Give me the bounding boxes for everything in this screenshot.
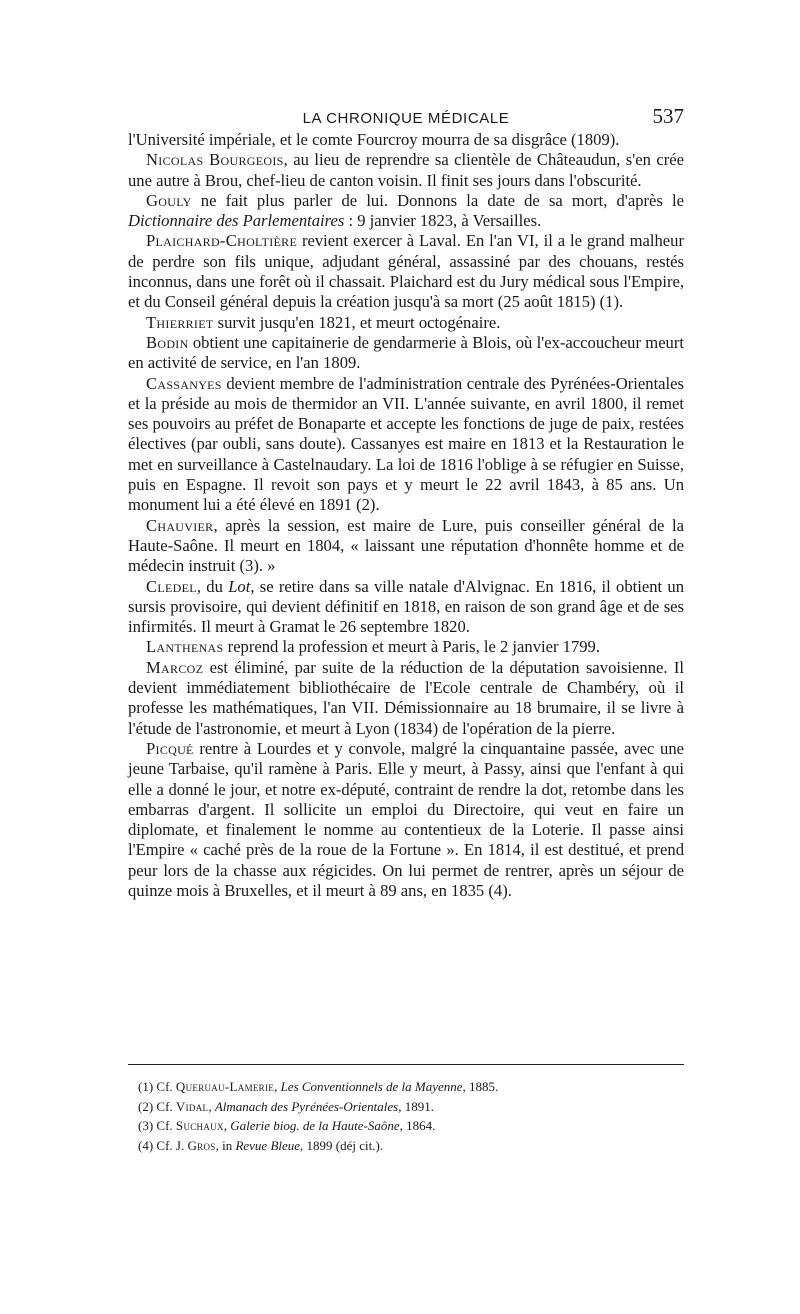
page-number: 537 xyxy=(652,104,684,128)
footnote: (1) Cf. Queruau-Lamerie, Les Conventionnels de la Mayenne, 1885. xyxy=(138,1079,499,1094)
person-name: Nicolas Bourgeois xyxy=(146,150,284,170)
paragraph-thierriet: Thierriet survit jusqu'en 1821, et meurt octogénaire. xyxy=(146,312,501,332)
paragraph-plaichard: Plaichard-Choltière revient exercer à Laval. En l'an VI, il a le grand malheur de perdre son fils unique, adjudant général, assassiné par des chouans, restés inconnus, dans une forêt où il chassait. Plaichard est du Jury médical sous l'Empire, et du Conseil général depuis la création jusqu'à sa mort (25 août 1815) (1). xyxy=(128,231,684,312)
footnote: (4) Cf. J. Gros, in Revue Bleue, 1899 (déj cit.). xyxy=(138,1137,384,1153)
footnote: (2) Cf. Vidal, Almanach des Pyrénées-Orientales, 1891. xyxy=(138,1098,434,1114)
work-title: Galerie biog. de la Haute-Saône xyxy=(230,1118,400,1133)
paragraph-gouly: Gouly ne fait plus parler de lui. Donnons la date de sa mort, d'après le Dictionnaire des Parlementaires : 9 janvier 1823, à Versailles. xyxy=(128,190,684,231)
paragraph-picque: Picqué rentre à Lourdes et y convole, malgré la cinquantaine passée, avec une jeune Tarbaise, qu'il ramène à Paris. Elle y meurt, à Passy, ainsi que l'enfant à qui elle a donné le jour, et notre ex-député, contraint de rendre la dot, retombe dans les embarras d'argent. Il sollicite un emploi du Directoire, qui veut en faire un diplomate, et finalement le nomme au contentieux de la Loterie. Il passe ainsi l'Empire « caché près de la roue de la Fortune ». En 1814, il est destitué, et prend peur lors de la chasse aux régicides. On lui permet de rentrer, après un séjour de quinze mois à Bruxelles, et il meurt à 89 ans, en 1835 (4). xyxy=(128,738,684,900)
author-name: Suchaux xyxy=(175,1118,224,1133)
footnotes xyxy=(138,1077,684,1155)
person-name: Picqué xyxy=(146,738,194,758)
person-name: Chauvier xyxy=(146,515,214,535)
author-name: Vidal xyxy=(175,1098,209,1114)
paragraph-bourgeois: Nicolas Bourgeois, au lieu de reprendre sa clientèle de Châteaudun, s'en crée une autre à Brou, chef-lieu de canton voisin. Il finit ses jours dans l'obscurité. xyxy=(128,150,684,190)
body-text xyxy=(128,130,684,901)
footnote: (3) Cf. Suchaux, Galerie biog. de la Haute-Saône, 1864. xyxy=(138,1118,436,1133)
paragraph-1: l'Université impériale, et le comte Fourcroy mourra de sa disgrâce (1809). xyxy=(128,130,620,149)
person-name: Cassanyes xyxy=(146,373,222,393)
person-name: Bodin xyxy=(146,332,189,352)
work-title: Les Conventionnels de la Mayenne xyxy=(280,1079,463,1094)
work-title: Dictionnaire des Parlementaires xyxy=(128,211,345,231)
footnote-divider xyxy=(128,1064,684,1065)
person-name: Cledel xyxy=(146,576,197,596)
paragraph-cassanyes: Cassanyes devient membre de l'administration centrale des Pyrénées-Orientales et la préside au mois de thermidor an VII. L'année suivante, en avril 1800, il remet ses pouvoirs au préfet de Bonaparte et accepte les fonctions de juge de paix, restées électives (par oubli, sans doute). Cassanyes est maire en 1813 et la Restauration le met en surveillance à Castelnaudary. La loi de 1816 l'oblige à se réfugier en Suisse, puis en Espagne. Il revoit son pays et y meurt le 22 avril 1843, à 85 ans. Un monument lui a été élevé en 1891 (2). xyxy=(128,373,684,515)
paragraph-chauvier: Chauvier, après la session, est maire de Lure, puis conseiller général de la Haute-Saône. Il meurt en 1804, « laissant une réputation d'honnête homme et de médecin instruit (3). » xyxy=(128,515,684,576)
person-name: Plaichard-Choltière xyxy=(146,231,298,251)
person-name: Marcoz xyxy=(146,657,204,677)
paragraph-lanthenas: Lanthenas reprend la profession et meurt à Paris, le 2 janvier 1799. xyxy=(146,637,600,657)
person-name: Gouly xyxy=(146,190,192,210)
paragraph-bodin: Bodin obtient une capitainerie de gendarmerie à Blois, où l'ex-accoucheur meurt en activité de service, en l'an 1809. xyxy=(128,332,684,373)
author-name: Gros xyxy=(187,1137,216,1153)
paragraph-marcoz: Marcoz est éliminé, par suite de la réduction de la députation savoisienne. Il devient immédiatement bibliothécaire de l'Ecole centrale de Chambéry, où il professe les mathématiques, l'an VII. Démissionnaire au 18 brumaire, il se livre à l'étude de l'astronomie, et meurt à Lyon (1834) de l'opération de la pierre. xyxy=(128,657,684,738)
work-title: Lot xyxy=(228,576,251,596)
paragraph-cledel: Cledel, du Lot, se retire dans sa ville natale d'Alvignac. En 1816, il obtient un sursis provisoire, qui devient définitif en 1818, en raison de son grand âge et de ses infirmités. Il meurt à Gramat le 26 septembre 1820. xyxy=(128,576,685,637)
person-name: Thierriet xyxy=(146,312,214,332)
author-name: Queruau-Lamerie xyxy=(175,1079,275,1094)
page-header xyxy=(128,104,684,128)
running-title: LA CHRONIQUE MÉDICALE xyxy=(302,110,510,127)
person-name: Lanthenas xyxy=(146,637,224,657)
work-title: Revue Bleue xyxy=(235,1137,301,1153)
work-title: Almanach des Pyrénées-Orientales xyxy=(214,1098,399,1114)
